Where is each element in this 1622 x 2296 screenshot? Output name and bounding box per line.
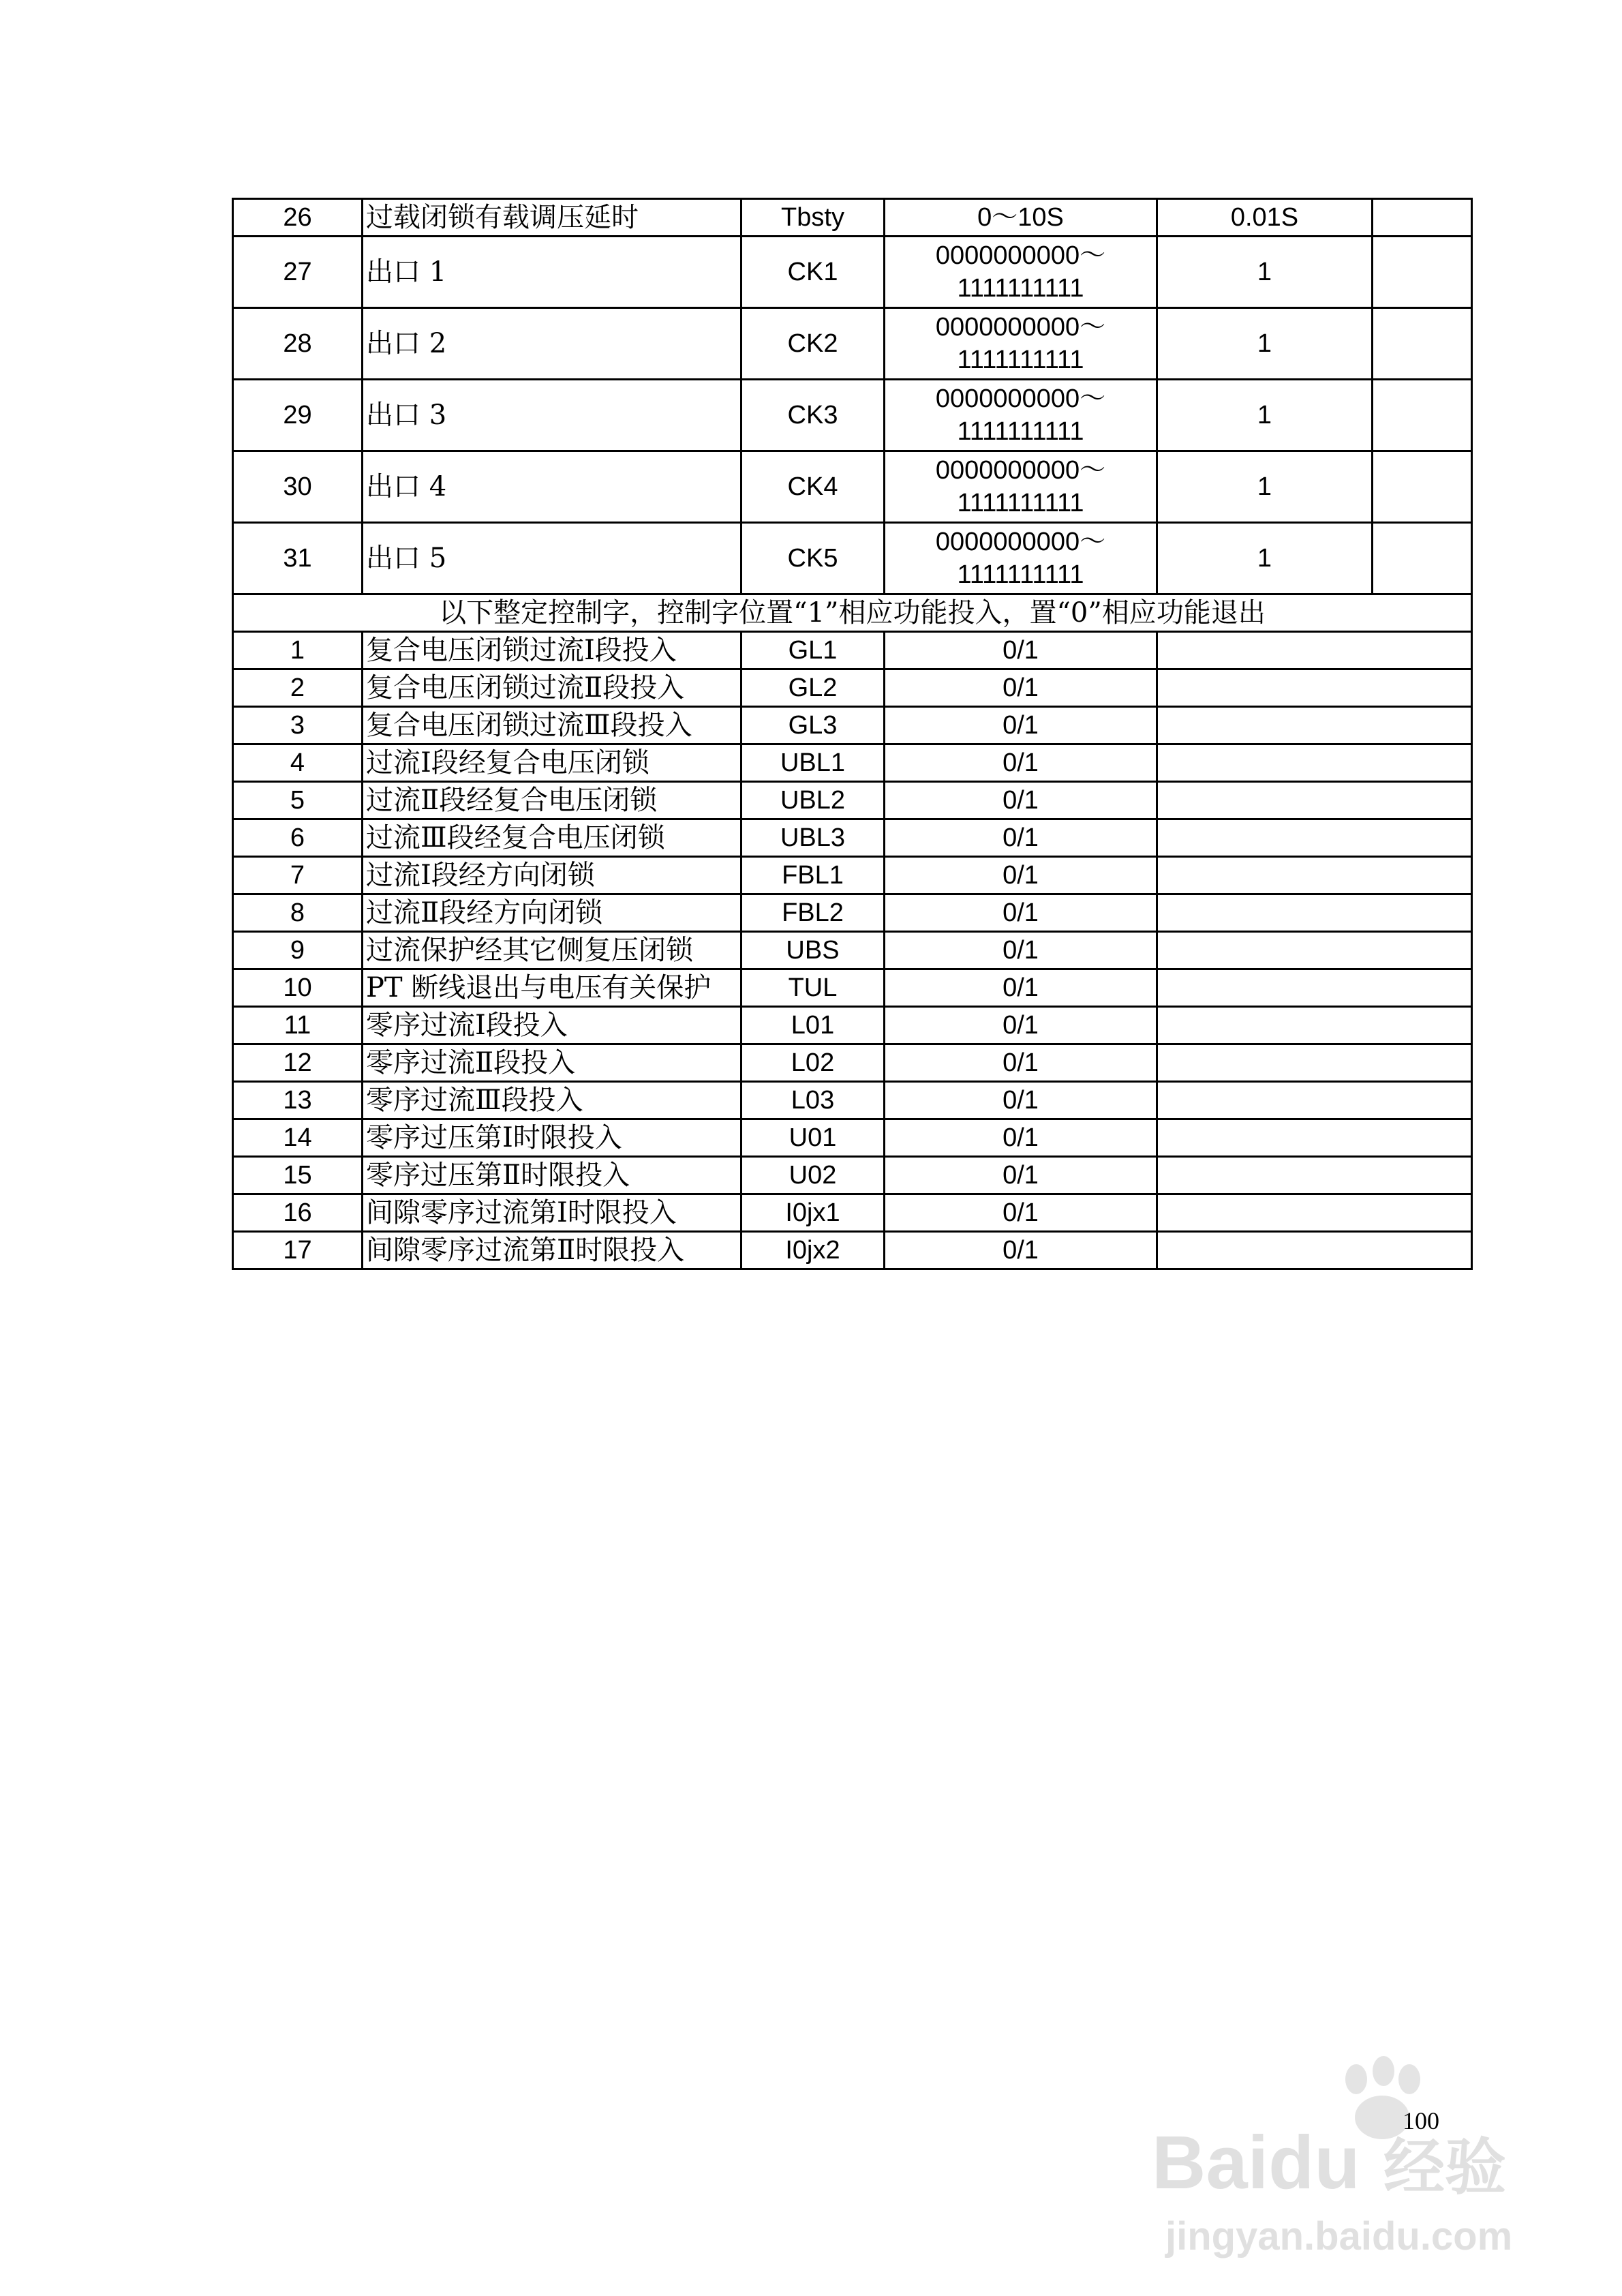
control-word-name: 零序过流Ⅱ段投入	[363, 1044, 741, 1082]
table-row	[233, 782, 1472, 819]
range-end: 1111111111	[957, 417, 1084, 446]
remark-cell	[1373, 451, 1472, 523]
parameter-step: 1	[1157, 451, 1373, 523]
range-start: 0000000000～	[935, 313, 1106, 342]
control-word-symbol: GL2	[741, 669, 885, 707]
parameter-range	[885, 308, 1157, 380]
parameter-symbol: CK1	[741, 237, 885, 308]
row-number: 28	[233, 308, 363, 380]
remark-cell	[1157, 1232, 1472, 1269]
remark-cell	[1157, 819, 1472, 857]
control-word-symbol: UBL3	[741, 819, 885, 857]
control-word-name: 过流Ⅱ段经复合电压闭锁	[363, 782, 741, 819]
remark-cell	[1157, 632, 1472, 669]
control-word-value: 0/1	[885, 669, 1157, 707]
row-number: 2	[233, 669, 363, 707]
control-word-value: 0/1	[885, 1082, 1157, 1119]
control-word-symbol: FBL1	[741, 857, 885, 894]
row-number: 31	[233, 523, 363, 594]
row-number: 14	[233, 1119, 363, 1157]
parameter-symbol: Tbsty	[741, 199, 885, 237]
control-word-value: 0/1	[885, 1007, 1157, 1044]
control-word-name: 过流Ⅲ段经复合电压闭锁	[363, 819, 741, 857]
control-word-symbol: I0jx2	[741, 1232, 885, 1269]
row-number: 7	[233, 857, 363, 894]
control-word-name: 零序过压第Ⅰ时限投入	[363, 1119, 741, 1157]
control-word-note-row	[233, 594, 1472, 632]
row-number: 16	[233, 1194, 363, 1232]
table-row	[233, 1119, 1472, 1157]
control-word-value: 0/1	[885, 744, 1157, 782]
parameter-name: 过载闭锁有载调压延时	[363, 199, 741, 237]
parameter-range	[885, 237, 1157, 308]
control-word-symbol: GL1	[741, 632, 885, 669]
parameter-step: 1	[1157, 380, 1373, 451]
control-word-name: 复合电压闭锁过流Ⅱ段投入	[363, 669, 741, 707]
watermark-product: 经验	[1383, 2134, 1506, 2202]
parameter-name: 出口 3	[363, 380, 741, 451]
control-word-value: 0/1	[885, 857, 1157, 894]
parameter-range: 0～10S	[885, 199, 1157, 237]
control-word-symbol: UBL2	[741, 782, 885, 819]
control-word-symbol: U01	[741, 1119, 885, 1157]
control-word-symbol: U02	[741, 1157, 885, 1194]
control-word-value: 0/1	[885, 819, 1157, 857]
page-number: 100	[1403, 2107, 1439, 2134]
parameter-symbol: CK5	[741, 523, 885, 594]
remark-cell	[1157, 782, 1472, 819]
parameter-name: 出口 4	[363, 451, 741, 523]
control-word-value: 0/1	[885, 969, 1157, 1007]
remark-cell	[1157, 894, 1472, 932]
table-row	[233, 1044, 1472, 1082]
range-start: 0000000000～	[935, 241, 1106, 270]
control-word-name: 间隙零序过流第Ⅰ时限投入	[363, 1194, 741, 1232]
range-start: 0000000000～	[935, 528, 1106, 556]
control-word-value: 0/1	[885, 782, 1157, 819]
control-word-name: 复合电压闭锁过流Ⅰ段投入	[363, 632, 741, 669]
row-number: 13	[233, 1082, 363, 1119]
remark-cell	[1157, 744, 1472, 782]
table-row	[233, 1232, 1472, 1269]
range-start: 0000000000～	[935, 456, 1106, 485]
row-number: 6	[233, 819, 363, 857]
remark-cell	[1157, 969, 1472, 1007]
remark-cell	[1373, 199, 1472, 237]
control-word-name: 零序过流Ⅰ段投入	[363, 1007, 741, 1044]
control-word-value: 0/1	[885, 1194, 1157, 1232]
watermark-brand: Baidu	[1152, 2121, 1360, 2205]
table-row	[233, 632, 1472, 669]
control-word-note: 以下整定控制字，控制字位置“1”相应功能投入，置“0”相应功能退出	[233, 594, 1472, 632]
parameter-name: 出口 2	[363, 308, 741, 380]
parameter-range	[885, 523, 1157, 594]
table-row	[233, 308, 1472, 380]
row-number: 15	[233, 1157, 363, 1194]
range-end: 1111111111	[957, 489, 1084, 517]
remark-cell	[1157, 669, 1472, 707]
remark-cell	[1157, 932, 1472, 969]
table-row	[233, 237, 1472, 308]
table-row	[233, 707, 1472, 744]
parameter-symbol: CK2	[741, 308, 885, 380]
table-row	[233, 969, 1472, 1007]
remark-cell	[1157, 1082, 1472, 1119]
row-number: 17	[233, 1232, 363, 1269]
row-number: 4	[233, 744, 363, 782]
remark-cell	[1157, 707, 1472, 744]
parameter-range	[885, 451, 1157, 523]
row-number: 1	[233, 632, 363, 669]
remark-cell	[1373, 237, 1472, 308]
parameter-step: 1	[1157, 523, 1373, 594]
row-number: 3	[233, 707, 363, 744]
control-word-symbol: L02	[741, 1044, 885, 1082]
range-start: 0000000000～	[935, 384, 1106, 413]
remark-cell	[1157, 1044, 1472, 1082]
table-row	[233, 932, 1472, 969]
control-word-name: 零序过压第Ⅱ时限投入	[363, 1157, 741, 1194]
table-row	[233, 819, 1472, 857]
control-word-name: 零序过流Ⅲ段投入	[363, 1082, 741, 1119]
control-word-value: 0/1	[885, 1157, 1157, 1194]
table-row	[233, 1082, 1472, 1119]
parameter-name: 出口 1	[363, 237, 741, 308]
control-word-symbol: GL3	[741, 707, 885, 744]
row-number: 12	[233, 1044, 363, 1082]
remark-cell	[1157, 1007, 1472, 1044]
control-word-symbol: UBS	[741, 932, 885, 969]
control-word-symbol: L03	[741, 1082, 885, 1119]
remark-cell	[1373, 523, 1472, 594]
row-number: 9	[233, 932, 363, 969]
control-word-name: 过流Ⅰ段经方向闭锁	[363, 857, 741, 894]
remark-cell	[1373, 380, 1472, 451]
table-row	[233, 380, 1472, 451]
row-number: 5	[233, 782, 363, 819]
parameter-step: 1	[1157, 237, 1373, 308]
range-end: 1111111111	[957, 346, 1084, 374]
control-word-value: 0/1	[885, 707, 1157, 744]
control-word-symbol: UBL1	[741, 744, 885, 782]
table-row	[233, 1007, 1472, 1044]
remark-cell	[1157, 1119, 1472, 1157]
range-end: 1111111111	[957, 274, 1084, 303]
control-word-name: PT 断线退出与电压有关保护	[363, 969, 741, 1007]
row-number: 30	[233, 451, 363, 523]
baidu-jingyan-watermark	[1152, 2052, 1533, 2270]
parameter-symbol: CK3	[741, 380, 885, 451]
control-word-symbol: TUL	[741, 969, 885, 1007]
control-word-symbol: L01	[741, 1007, 885, 1044]
control-word-rows	[233, 632, 1472, 1269]
control-word-symbol: FBL2	[741, 894, 885, 932]
table-row	[233, 669, 1472, 707]
settings-table	[232, 198, 1473, 1270]
control-word-value: 0/1	[885, 632, 1157, 669]
parameter-name: 出口 5	[363, 523, 741, 594]
row-number: 10	[233, 969, 363, 1007]
table-row	[233, 523, 1472, 594]
table-row	[233, 451, 1472, 523]
control-word-value: 0/1	[885, 932, 1157, 969]
control-word-name: 过流Ⅱ段经方向闭锁	[363, 894, 741, 932]
control-word-name: 复合电压闭锁过流Ⅲ段投入	[363, 707, 741, 744]
control-word-symbol: I0jx1	[741, 1194, 885, 1232]
row-number: 27	[233, 237, 363, 308]
table-row	[233, 857, 1472, 894]
table-row	[233, 1194, 1472, 1232]
parameter-range	[885, 380, 1157, 451]
parameter-step: 0.01S	[1157, 199, 1373, 237]
row-number: 11	[233, 1007, 363, 1044]
watermark-url: jingyan.baidu.com	[1165, 2214, 1513, 2259]
row-number: 8	[233, 894, 363, 932]
table-row	[233, 199, 1472, 237]
parameter-symbol: CK4	[741, 451, 885, 523]
parameter-step: 1	[1157, 308, 1373, 380]
parameter-rows	[233, 199, 1472, 632]
remark-cell	[1157, 1194, 1472, 1232]
control-word-value: 0/1	[885, 1044, 1157, 1082]
control-word-name: 过流保护经其它侧复压闭锁	[363, 932, 741, 969]
remark-cell	[1157, 857, 1472, 894]
table-row	[233, 894, 1472, 932]
control-word-value: 0/1	[885, 1232, 1157, 1269]
remark-cell	[1373, 308, 1472, 380]
table-row	[233, 1157, 1472, 1194]
control-word-name: 过流Ⅰ段经复合电压闭锁	[363, 744, 741, 782]
remark-cell	[1157, 1157, 1472, 1194]
row-number: 29	[233, 380, 363, 451]
range-end: 1111111111	[957, 560, 1084, 589]
table-row	[233, 744, 1472, 782]
control-word-value: 0/1	[885, 1119, 1157, 1157]
control-word-value: 0/1	[885, 894, 1157, 932]
row-number: 26	[233, 199, 363, 237]
control-word-name: 间隙零序过流第Ⅱ时限投入	[363, 1232, 741, 1269]
